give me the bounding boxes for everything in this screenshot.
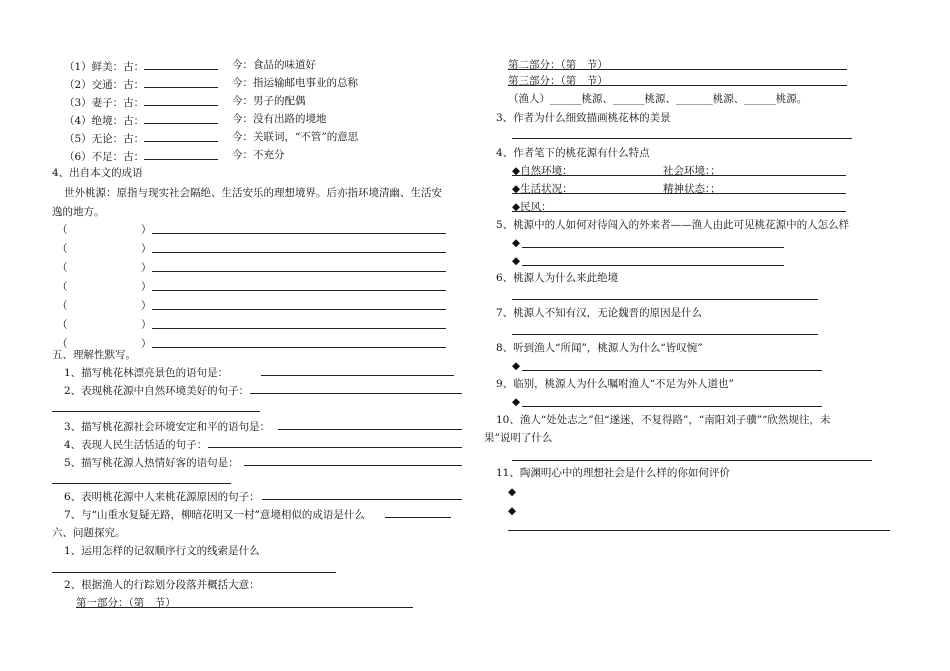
- idiom-blank[interactable]: [152, 271, 446, 272]
- q4: 4、作者笔下的桃花源有什么特点: [496, 147, 650, 159]
- q3: 3、作者为什么细致描画桃花林的美景: [496, 112, 671, 124]
- q11-blank[interactable]: [508, 530, 890, 531]
- q8-bullet: ◆: [512, 360, 521, 372]
- sec5-q2: 2、表现桃花源中自然环境美好的句子：: [64, 385, 250, 397]
- answer-blank[interactable]: [144, 112, 218, 124]
- paren-open: （: [57, 281, 68, 293]
- q4-custom: ◆民风：: [512, 201, 552, 213]
- answer-blank[interactable]: [144, 76, 218, 88]
- q5-bullet-2: ◆: [512, 255, 521, 267]
- q4-social: 社会环境：；: [663, 165, 721, 177]
- q8-blank[interactable]: [522, 370, 822, 371]
- paren-close: ）: [141, 319, 152, 331]
- q9-blank[interactable]: [522, 406, 822, 407]
- word-label: （3）妻子：古：: [64, 97, 145, 109]
- word-label: （2）交通：古：: [64, 79, 145, 91]
- q10-blank[interactable]: [512, 460, 872, 461]
- q4-spirit: 精神状态：；: [663, 183, 721, 195]
- q5-blank-2[interactable]: [522, 265, 784, 266]
- paren-open: （: [57, 319, 68, 331]
- sec5-q2-blank[interactable]: [250, 393, 462, 394]
- section-5-heading: 五、理解性默写。: [52, 349, 136, 361]
- q6: 6、桃源人为什么来此绝境: [496, 272, 619, 284]
- idiom-row-close: [141, 337, 152, 351]
- paren-open: （: [57, 243, 68, 255]
- paren-close: ）: [141, 224, 152, 236]
- idiom-row: [57, 280, 68, 294]
- sec6-q1-blank[interactable]: [52, 572, 336, 573]
- q9-bullet: ◆: [512, 396, 521, 408]
- word-label: （5）无论：古：: [64, 133, 145, 145]
- part-1-underline[interactable]: [76, 607, 413, 608]
- q7-blank[interactable]: [512, 334, 818, 335]
- word-label: （1）鲜美：古：: [64, 61, 145, 73]
- part-3-underline[interactable]: [508, 85, 847, 86]
- sec6-q2: 2、根据渔人的行踪划分段落并概括大意：: [64, 579, 260, 591]
- idiom-blank[interactable]: [152, 290, 446, 291]
- sec5-q6: 6、表明桃花源中人来桃花源原因的句子：: [64, 491, 260, 503]
- part-2-underline[interactable]: [508, 69, 847, 70]
- paren-close: ）: [141, 262, 152, 274]
- paren-close: ）: [141, 338, 152, 350]
- idiom-blank[interactable]: [152, 347, 446, 348]
- sec5-q3: 3、描写桃花源社会环境安定和平的语句是：: [64, 421, 271, 433]
- answer-blank[interactable]: [144, 94, 218, 106]
- fisher-path: （渔人）______桃源、______桃源、_______桃源、______桃源。: [508, 93, 808, 105]
- paren-close: ）: [141, 243, 152, 255]
- q11-bullet-2: ◆: [508, 505, 517, 517]
- q10-line-1: 10、渔人“处处志之”但“遂迷，不复得路”，“南阳刘子骥”“欣然规往，未: [496, 414, 831, 426]
- part-2: 第二部分：（第 节）: [508, 59, 608, 71]
- word-row-4: [64, 112, 218, 126]
- paren-open: （: [57, 224, 68, 236]
- sec5-q1-blank[interactable]: [261, 375, 454, 376]
- q11: 11、陶渊明心中的理想社会是什么样的你如何评价: [496, 467, 730, 479]
- idiom-row: [57, 299, 68, 313]
- idiom-row-close: [141, 242, 152, 256]
- q5: 5、桃源中的人如何对待闯入的外来者——渔人由此可见桃花源中的人怎么样: [496, 219, 850, 231]
- word-today-1: 今：食品的味道好: [232, 59, 316, 71]
- part-1: 第一部分：（第 节）: [76, 597, 176, 609]
- word-today-5: 今：关联词，“不管”的意思: [232, 131, 359, 143]
- q11-bullet-1: ◆: [508, 486, 517, 498]
- word-today-3: 今：男子的配偶: [232, 95, 306, 107]
- word-row-1: [64, 58, 218, 72]
- word-today-4: 今：没有出路的境地: [232, 113, 327, 125]
- paren-open: （: [57, 338, 68, 350]
- idiom-row: [57, 261, 68, 275]
- word-today-6: 今：不充分: [232, 149, 285, 161]
- q3-blank[interactable]: [512, 138, 852, 139]
- word-row-2: [64, 76, 218, 90]
- idiom-row-close: [141, 261, 152, 275]
- q5-blank-1[interactable]: [522, 247, 784, 248]
- word-row-5: [64, 130, 218, 144]
- idiom-row-close: [141, 280, 152, 294]
- idiom-row-close: [141, 318, 152, 332]
- sec5-q1: 1、描写桃花林漂亮景色的语句是：: [64, 367, 229, 379]
- word-row-3: [64, 94, 218, 108]
- idiom-intro-line-1: 世外桃源：原指与现实社会隔绝、生活安乐的理想境界。后亦指环境清幽、生活安: [64, 187, 442, 199]
- q4-natural: ◆自然环境：: [512, 165, 573, 177]
- part-3: 第三部分：（第 节）: [508, 75, 608, 87]
- q10-line-2: 果”说明了什么: [484, 432, 553, 444]
- answer-blank[interactable]: [144, 58, 218, 70]
- q4-life: ◆生活状况：: [512, 183, 573, 195]
- word-label: （6）不足：古：: [64, 151, 145, 163]
- q7: 7、桃源人不知有汉，无论魏晋的原因是什么: [496, 307, 703, 319]
- answer-blank[interactable]: [144, 148, 218, 160]
- paren-close: ）: [141, 300, 152, 312]
- paren-close: ）: [141, 281, 152, 293]
- word-row-6: [64, 148, 218, 162]
- paren-open: （: [57, 300, 68, 312]
- q8: 8、听到渔人“所闻”，桃源人为什么“皆叹惋”: [496, 342, 703, 354]
- idiom-row: [57, 242, 68, 256]
- q4-row2-underline[interactable]: [512, 193, 846, 194]
- idiom-heading: 4、出自本文的成语: [52, 167, 143, 179]
- word-label: （4）绝境：古：: [64, 115, 145, 127]
- q5-bullet-1: ◆: [512, 237, 521, 249]
- sec5-q4: 4、表现人民生活恬适的句子：: [64, 439, 208, 451]
- idiom-row-close: [141, 223, 152, 237]
- sec5-q3-blank[interactable]: [278, 429, 462, 430]
- idiom-blank[interactable]: [152, 309, 446, 310]
- idiom-row: [57, 223, 68, 237]
- q4-row1-underline[interactable]: [512, 175, 846, 176]
- q6-blank[interactable]: [512, 299, 818, 300]
- paren-open: （: [57, 262, 68, 274]
- idiom-blank[interactable]: [152, 328, 446, 329]
- sec5-q6-blank[interactable]: [262, 499, 462, 500]
- idiom-row-close: [141, 299, 152, 313]
- idiom-intro-line-2: 逸的地方。: [52, 206, 105, 218]
- q4-row3-underline[interactable]: [512, 211, 846, 212]
- idiom-row: [57, 318, 68, 332]
- idiom-blank[interactable]: [152, 233, 446, 234]
- answer-blank[interactable]: [144, 130, 218, 142]
- sec5-q5-blank[interactable]: [244, 465, 462, 466]
- sec5-q4-blank[interactable]: [208, 447, 462, 448]
- word-today-2: 今：指运输邮电事业的总称: [232, 77, 358, 89]
- sec5-q5-blank-cont[interactable]: [52, 483, 231, 484]
- sec5-q2-blank-cont[interactable]: [52, 411, 260, 412]
- idiom-blank[interactable]: [152, 252, 446, 253]
- q9: 9、临别，桃源人为什么嘱咐渔人“不足为外人道也”: [496, 378, 734, 390]
- sec5-q7-blank[interactable]: [385, 517, 451, 518]
- section-6-heading: 六、问题探究。: [52, 527, 126, 539]
- sec6-q1: 1、运用怎样的记叙顺序行文的线索是什么: [64, 545, 260, 557]
- sec5-q5: 5、描写桃花源人热情好客的语句是：: [64, 457, 239, 469]
- sec5-q7: 7、与“山重水复疑无路，柳暗花明又一村”意境相似的成语是什么: [64, 509, 365, 521]
